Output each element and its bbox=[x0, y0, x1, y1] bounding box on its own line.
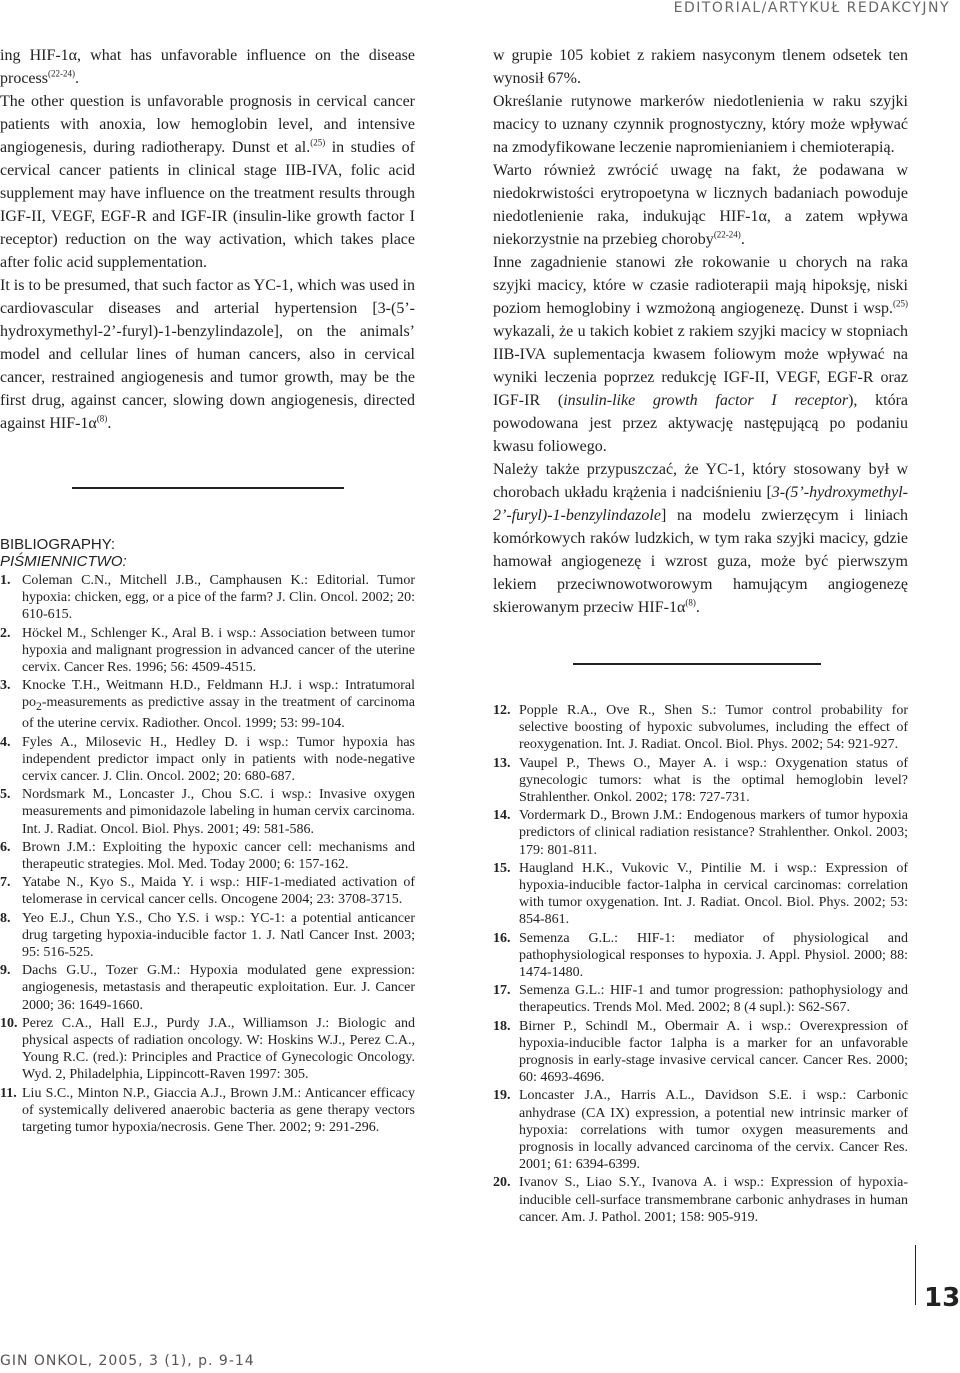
paragraph: Należy także przypuszczać, że YC-1, który stosowany był w chorobach układu krążenia i nadciśnieniu [3-(5’-hydroxymethyl-2’-furyl)-1-benzylindazole] na modelu zwierzęcym i liniach komórkowych raków ludzkich, w tym raka szyjki macicy, gdzie hamował angiogenezę i wzrost guza, może być pierwszym lekiem przeciwnowotworowym hamującym angiogenezę skierowanym przeciw HIF-$1\alpha^{(8)}$. bbox=[493, 461, 908, 616]
paragraph: The other question is unfavorable prognosis in cervical cancer patients with anoxia, low hemoglobin level, and intensive angiogenesis, during radiotherapy. Dunst et al.$^{(25)}$ in studies of cervical cancer patients in clinical stage IIB-IVA, folic acid supplement may have influence on the treatment results through IGF-II, VEGF, EGF-R and IGF-IR (insulin-like growth factor I receptor) reduction on the way activation, which takes place after folic acid supplementation. bbox=[0, 93, 416, 271]
paragraph: Warto również zwrócić uwagę na fakt, że podawana w niedokrwistości erytropoetyna w licznych badaniach powoduje niedotlenienie raka, indukując HIF-1α, a zatem wpływa niekorzystnie na przebieg choroby$^{(22-24)}$. bbox=[493, 162, 908, 248]
reference-text: Yatabe N., Kyo S., Maida Y. i wsp.: HIF-1-mediated activation of telomerase in cervical cancer cells. Oncogene 2004; 23: 3708-3715. bbox=[22, 875, 415, 908]
reference-number: 4. bbox=[0, 734, 11, 750]
reference-item bbox=[0, 677, 415, 732]
left-body-text bbox=[0, 44, 415, 435]
reference-text: Höckel M., Schlenger K., Aral B. i wsp.: Association between tumor hypoxia and malignant progression in advanced cancer of the uterine cervix. Cancer Res. 1996; 56: 4509-4515. bbox=[22, 625, 415, 676]
bibliography-title-polish: PIŚMIENNICTWO: bbox=[0, 553, 127, 570]
section-divider bbox=[72, 487, 344, 489]
reference-number: 2. bbox=[0, 625, 11, 641]
reference-text: Knocke T.H., Weitmann H.D., Feldmann H.J. i wsp.: Intratumoral $po_2$-measurements as predictive assay in the treatment of carcinoma of the uterine cervix. Radiother. Oncol. 1999; 53: 99-104. bbox=[22, 678, 415, 732]
reference-text: Coleman C.N., Mitchell J.B., Camphausen K.: Editorial. Tumor hypoxia: chicken, egg, or a pice of the farm? J. Clin. Oncol. 2002; 20: 610-615. bbox=[22, 573, 415, 623]
reference-number: 11. bbox=[0, 1085, 17, 1101]
reference-item bbox=[0, 962, 415, 1014]
reference-number: 9. bbox=[0, 963, 11, 979]
reference-item bbox=[0, 734, 415, 786]
reference-text: Vordermark D., Brown J.M.: Endogenous markers of tumor hypoxia predictors of clinical radiation resistance? Strahlenther. Onkol. 2003; 179: 801-811. bbox=[519, 808, 908, 858]
reference-list-left bbox=[0, 572, 415, 1136]
reference-number: 15. bbox=[493, 860, 511, 876]
reference-text: Vaupel P., Thews O., Mayer A. i wsp.: Oxygenation status of gynecologic tumors: what is the optimal hemoglobin level? Strahlenther. Onkol. 2002; 178: 727-731. bbox=[519, 755, 908, 806]
bibliography-title: BIBLIOGRAPHY: bbox=[0, 536, 116, 553]
reference-item bbox=[493, 807, 908, 859]
journal-footer: GIN ONKOL, 2005, 3 (1), p. 9-14 bbox=[0, 1353, 255, 1369]
paragraph: Określanie rutynowe markerów niedotlenienia w raku szyjki macicy to uznany czynnik prognostyczny, który może wpływać na zmodyfikowane leczenie napromienianiem i chemioterapią. bbox=[493, 93, 908, 156]
reference-number: 17. bbox=[493, 983, 511, 999]
reference-text: Brown J.M.: Exploiting the hypoxic cancer cell: mechanisms and therapeutic strategies. Mol. Med. Today 2000; 6: 157-162. bbox=[22, 839, 415, 873]
reference-text: Ivanov S., Liao S.Y., Ivanova A. i wsp.: Expression of hypoxia-inducible cell-surface transmembrane carbonic anhydrases in human cancer. Am. J. Pathol. 2001; 158: 905-919. bbox=[519, 1175, 908, 1225]
reference-number: 12. bbox=[493, 703, 511, 718]
page-number: 13 bbox=[924, 1283, 960, 1313]
reference-text: Semenza G.L.: HIF-1 and tumor progression: pathophysiology and therapeutics. Trends Mol. Med. 2002; 8 (4 supl.): S62-S67. bbox=[519, 983, 908, 1016]
running-header: EDITORIAL/ARTYKUŁ REDAKCYJNY bbox=[673, 0, 950, 16]
reference-number: 13. bbox=[493, 755, 511, 771]
right-column bbox=[493, 44, 908, 1227]
reference-item bbox=[0, 1085, 415, 1137]
reference-item bbox=[0, 910, 415, 962]
page-number-rule bbox=[915, 1245, 916, 1305]
reference-item bbox=[0, 1015, 415, 1084]
reference-text: Popple R.A., Ove R., Shen S.: Tumor control probability for selective boosting of hypoxic subvolumes, including the effect of reoxygenation. Int. J. Radiat. Oncol. Biol. Phys. 2002; 54: 921-927. bbox=[519, 703, 908, 753]
reference-text: Loncaster J.A., Harris A.L., Davidson S.E. i wsp.: Carbonic anhydrase (CA IX) expression, a potential new intrinsic marker of hypoxia: correlations with tumor oxygen measurements and prognosis in locally advanced carcinoma of the cervix. Cancer Res. 2001; 61: 6394-6399. bbox=[519, 1088, 908, 1173]
reference-list-right bbox=[493, 702, 908, 1226]
reference-text: Yeo E.J., Chun Y.S., Cho Y.S. i wsp.: YC-1: a potential anticancer drug targeting hypoxia-inducible factor 1. J. Natl Cancer Inst. 2003; 95: 516-525. bbox=[22, 910, 415, 961]
reference-item bbox=[0, 625, 415, 677]
reference-item bbox=[493, 860, 908, 929]
paragraph: ing HIF-1α, what has unfavorable influence on the disease process$^{(22-24)}$. bbox=[0, 47, 415, 87]
paragraph: It is to be presumed, that such factor as YC-1, which was used in cardiovascular diseases and arterial hypertension [3-(5’-hydroxymethyl-2’-furyl)-1-benzylindazole], on the animals’ model and cellular lines of human cancers, also in cervical cancer, restrained angiogenesis and tumor growth, may be the first drug, against cancer, slowing down angiogenesis, directed against HIF-$1\alpha^{(8)}$. bbox=[0, 277, 415, 432]
reference-number: 16. bbox=[493, 930, 511, 946]
reference-text: Nordsmark M., Loncaster J., Chou S.C. i wsp.: Invasive oxygen measurements and pimonidazole labeling in human cervix carcinoma. Int. J. Radiat. Oncol. Biol. Phys. 2001; 49: 581-586. bbox=[22, 787, 415, 837]
reference-number: 18. bbox=[493, 1018, 511, 1034]
reference-item bbox=[0, 572, 415, 624]
reference-item bbox=[0, 874, 415, 908]
reference-number: 1. bbox=[0, 573, 11, 588]
reference-text: Liu S.C., Minton N.P., Giaccia A.J., Brown J.M.: Anticancer efficacy of systemically delivered anaerobic bacteria as gene therapy vectors targeting tumor hypoxia/necrosis. Gene Ther. 2002; 9: 291-296. bbox=[22, 1085, 415, 1136]
section-divider bbox=[573, 663, 821, 665]
reference-text: Haugland H.K., Vukovic V., Pintilie M. i wsp.: Expression of hypoxia-inducible factor-1alpha in cervical carcinomas: correlation with tumor oxygenation. Int. J. Radiat. Oncol. Biol. Phys. 2002; 53: 854-861. bbox=[519, 860, 908, 928]
reference-item bbox=[493, 930, 908, 982]
reference-number: 8. bbox=[0, 910, 11, 926]
bibliography-heading bbox=[0, 536, 415, 570]
reference-text: Semenza G.L.: HIF-1: mediator of physiological and pathophysiological responses to hypoxia. J. Appl. Physiol. 2000; 88: 1474-1480. bbox=[519, 930, 908, 981]
reference-number: 7. bbox=[0, 875, 11, 891]
reference-number: 14. bbox=[493, 808, 511, 824]
reference-item bbox=[493, 982, 908, 1016]
reference-number: 10. bbox=[0, 1015, 18, 1031]
reference-item bbox=[0, 786, 415, 838]
paragraph: w grupie 105 kobiet z rakiem nasyconym tlenem odsetek ten wynosił 67%. bbox=[493, 47, 908, 87]
reference-item bbox=[493, 702, 908, 754]
reference-number: 20. bbox=[493, 1175, 511, 1191]
reference-item bbox=[493, 1087, 908, 1173]
reference-number: 6. bbox=[0, 839, 11, 855]
reference-number: 3. bbox=[0, 678, 11, 694]
right-body-text bbox=[493, 44, 908, 619]
reference-text: Birner P., Schindl M., Obermair A. i wsp.: Overexpression of hypoxia-inducible factor 1alpha is a marker for an unfavorable prognosis in early-stage invasive cervical cancer. Cancer Res. 2000; 60: 4693-4696. bbox=[519, 1018, 908, 1086]
reference-text: Perez C.A., Hall E.J., Purdy J.A., Williamson J.: Biologic and physical aspects of radiation oncology. W: Hoskins W.J., Perez C.A., Young R.C. (red.): Principles and Practice of Gynecologic Oncology. Wyd. 2, Philadelphia, Lippincott-Raven 1997: 305. bbox=[22, 1015, 415, 1083]
left-column bbox=[0, 44, 415, 1137]
paragraph: Inne zagadnienie stanowi złe rokowanie u chorych na raka szyjki macicy, które w czasie radioterapii mają hipoksję, niski poziom hemoglobiny i wzmożoną angiogenezę. Dunst i wsp.$^{(25)}$ wykazali, że u takich kobiet z rakiem szyjki macicy w stopniach IIB-IVA suplementacja kwasem foliowym może wpływać na wyniki leczenia poprzez redukcję IGF-II, VEGF, EGF-R oraz IGF-IR (insulin-like growth factor I receptor), która powodowana jest przez aktywację następującą po podaniu kwasu foliowego. bbox=[493, 254, 909, 455]
reference-item bbox=[493, 1018, 908, 1087]
reference-text: Dachs G.U., Tozer G.M.: Hypoxia modulated gene expression: angiogenesis, metastasis and therapeutic exploitation. Eur. J. Cancer 2000; 36: 1649-1660. bbox=[22, 963, 415, 1013]
reference-number: 19. bbox=[493, 1088, 511, 1104]
reference-item bbox=[493, 1174, 908, 1226]
reference-text: Fyles A., Milosevic H., Hedley D. i wsp.: Tumor hypoxia has independent predictor impact only in patients with node-negative cervix cancer. J. Clin. Oncol. 2002; 20: 680-687. bbox=[22, 734, 415, 785]
reference-item bbox=[493, 755, 908, 807]
reference-number: 5. bbox=[0, 787, 11, 803]
reference-item bbox=[0, 839, 415, 873]
